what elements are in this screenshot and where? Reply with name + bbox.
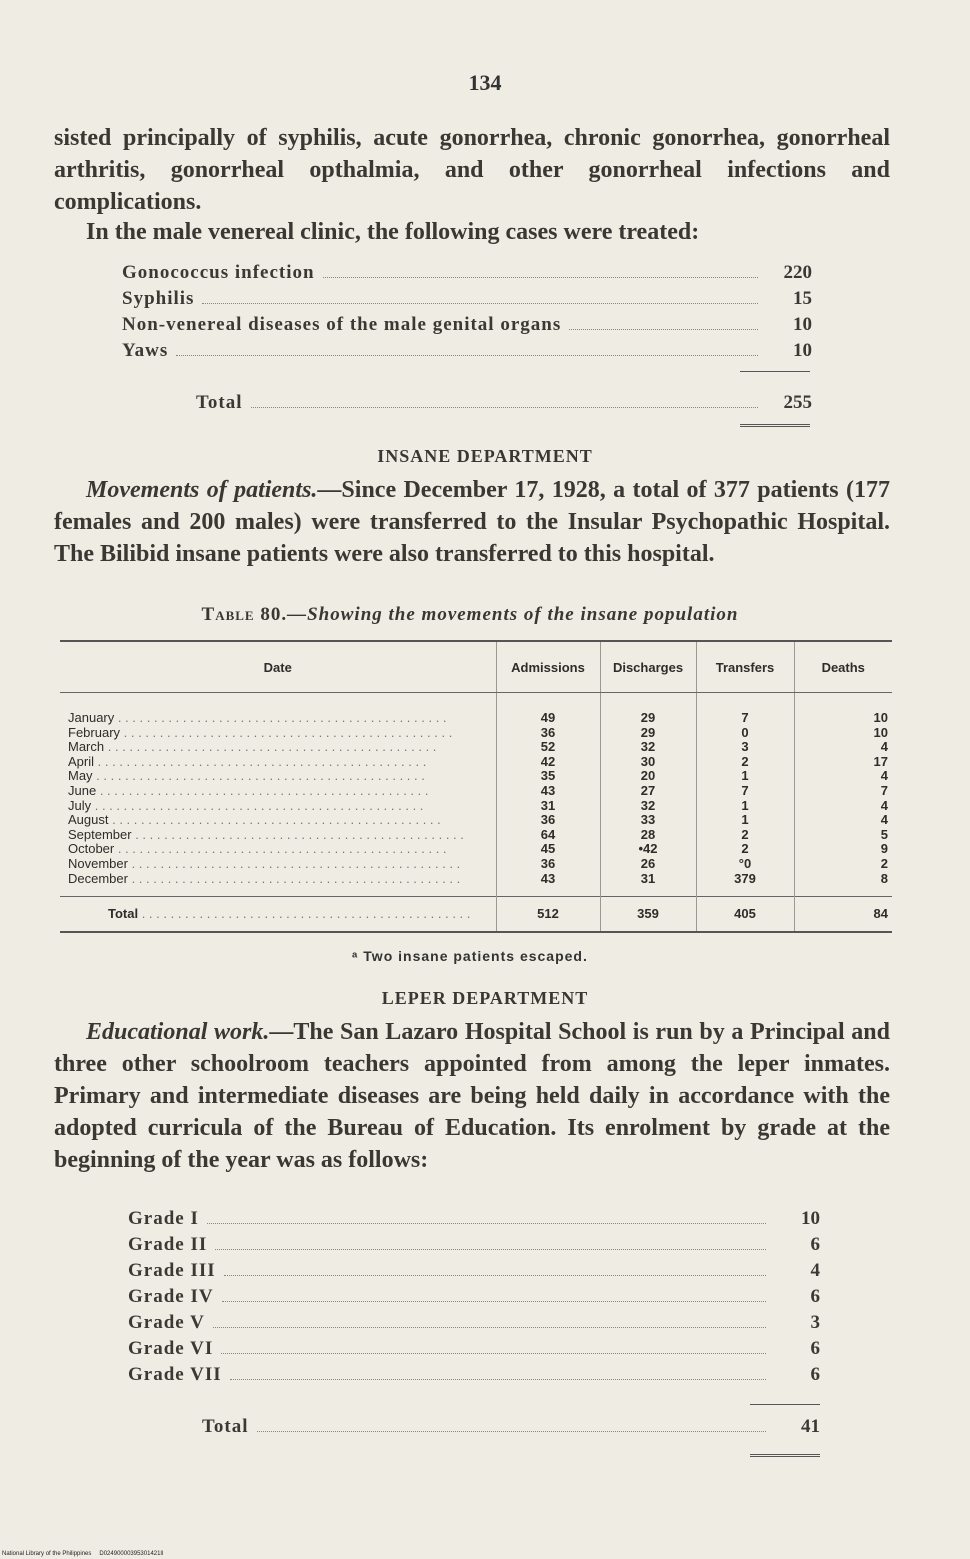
table-cell: 33 (640, 813, 656, 828)
table-cell: 2 (741, 754, 749, 769)
month-label: June . . . (68, 784, 488, 799)
list-item: Grade I 10 (128, 1208, 820, 1229)
table-cell: 31 (640, 871, 656, 886)
table-cell: 0 (741, 725, 749, 740)
table-cell: 20 (640, 769, 656, 784)
table-cell: 4 (880, 813, 888, 828)
intro-lead: In the male venereal clinic, the following cases were treated: (86, 219, 700, 245)
sum-rule (750, 1404, 820, 1405)
month-label: November . . . (68, 857, 488, 872)
month-label: March . . . (68, 740, 488, 755)
table-body-row (60, 693, 892, 897)
month-label: October . . . (68, 842, 488, 857)
table-cell: °0 (738, 856, 752, 871)
col-header-date: Date (60, 641, 496, 693)
col-header-deaths: Deaths (794, 641, 892, 693)
grades-list (128, 1208, 820, 1390)
table-cell: 29 (640, 711, 656, 725)
sum-rule (740, 371, 810, 372)
month-column (60, 693, 496, 897)
table-cell: 4 (880, 769, 888, 784)
month-label: January . . . (68, 711, 488, 726)
list-item: Grade IV 6 (128, 1286, 820, 1307)
table-cell: 36 (540, 813, 556, 828)
month-label: April . . . (68, 755, 488, 770)
month-label: July . . . (68, 799, 488, 814)
table-cell: 7 (880, 783, 888, 798)
table-cell: 26 (640, 856, 656, 871)
list-item: Grade VI 6 (128, 1338, 820, 1359)
table-cell: 43 (540, 871, 556, 886)
table-cell: 29 (640, 725, 656, 740)
table-cell: 8 (880, 871, 888, 886)
table-cell: 7 (741, 711, 749, 725)
table-cell: 1 (741, 798, 749, 813)
total-label: Total . . . (60, 897, 496, 933)
table-cell: 2 (880, 856, 888, 871)
table-cell: 36 (540, 725, 556, 740)
insane-text: —Since December 17, 1928, a total of 377 patients (177 females and 200 males) were transferred to the Insular Psychopathic Hospital. The Bilibid insane patients were also transferred to this hospital. (54, 477, 890, 567)
table-cell: 2 (741, 827, 749, 842)
leper-lead: Educational work. (86, 1019, 270, 1045)
col-header-admissions: Admissions (496, 641, 600, 693)
list-item: Grade II 6 (128, 1234, 820, 1255)
table-cell: 49 (540, 711, 556, 725)
transfers-column (696, 693, 794, 897)
table-cell: 35 (540, 769, 556, 784)
month-label: August . . . (68, 813, 488, 828)
table-cell: 7 (741, 783, 749, 798)
month-label: September . . . (68, 828, 488, 843)
insane-lead: Movements of patients. (86, 477, 318, 503)
page-number: 134 (468, 70, 502, 95)
month-label: May . . . (68, 769, 488, 784)
table-cell: •42 (638, 842, 658, 857)
venereal-total (196, 392, 812, 418)
total-admissions: 512 (496, 897, 600, 933)
insane-heading: INSANE DEPARTMENT (377, 446, 593, 466)
table-cell: 45 (540, 842, 556, 857)
month-label: February . . . (68, 726, 488, 741)
scan-footer (2, 1551, 171, 1557)
leper-paragraph (54, 1016, 890, 1176)
insane-paragraph (54, 474, 890, 570)
table-cell: 43 (540, 783, 556, 798)
total-deaths: 84 (794, 897, 892, 933)
venereal-list (122, 262, 812, 366)
library-name: National Library of the Philippines (2, 1551, 92, 1557)
table-cell: 52 (540, 740, 556, 755)
table-cell: 10 (873, 725, 888, 740)
total-row: Total 255 (196, 392, 812, 413)
table-cell: 9 (880, 842, 888, 857)
list-item: Grade VII 6 (128, 1364, 820, 1385)
total-double-rule (740, 424, 810, 427)
list-item: Grade V 3 (128, 1312, 820, 1333)
table-cell: 5 (880, 827, 888, 842)
table-cell: 1 (741, 769, 749, 784)
table-cell: 3 (741, 740, 749, 755)
discharges-column (600, 693, 696, 897)
list-item: Grade III 4 (128, 1260, 820, 1281)
table-cell: 64 (540, 827, 556, 842)
table-cell: 32 (640, 740, 656, 755)
table-cell: 1 (741, 813, 749, 828)
table-cell: 2 (741, 842, 749, 857)
table-cell: 30 (640, 754, 656, 769)
table-cell: 17 (873, 754, 888, 769)
table-total-row (60, 897, 892, 933)
list-item: Non-venereal diseases of the male genital organs 10 (122, 314, 812, 335)
table-cell: 32 (640, 798, 656, 813)
deaths-column (794, 693, 892, 897)
list-item: Gonococcus infection 220 (122, 262, 812, 283)
total-row: Total 41 (202, 1416, 820, 1437)
table-cell: 4 (880, 798, 888, 813)
scan-code: D02490000395301421ll (99, 1551, 164, 1557)
intro-continuation: sisted principally of syphilis, acute gonorrhea, chronic gonorrhea, gonorrheal arthritis, gonorrheal opthalmia, and other gonorrheal infections and complications. (54, 125, 890, 215)
table-cell: 379 (734, 871, 756, 886)
table-cell: 27 (640, 783, 656, 798)
total-discharges: 359 (600, 897, 696, 933)
table-cell: 10 (873, 711, 888, 725)
admissions-column (496, 693, 600, 897)
insane-movements-table (60, 640, 892, 933)
total-transfers: 405 (696, 897, 794, 933)
list-item: Yaws 10 (122, 340, 812, 361)
table-cell: 31 (540, 798, 556, 813)
table-header-row (60, 641, 892, 693)
table-caption: Table 80.—Showing the movements of the insane population (201, 604, 739, 625)
table-cell: 36 (540, 856, 556, 871)
total-double-rule (750, 1454, 820, 1457)
table-cell: 28 (640, 827, 656, 842)
grades-total (202, 1416, 820, 1442)
leper-heading: LEPER DEPARTMENT (381, 988, 589, 1008)
col-header-transfers: Transfers (696, 641, 794, 693)
month-label: December . . . (68, 872, 488, 887)
table-cell: 4 (880, 740, 888, 755)
leper-text: —The San Lazaro Hospital School is run by a Principal and three other schoolroom teachers appointed from among the leper inmates. Primary and intermediate diseases are being held daily in accordance with the adopted curricula of the Bureau of Education. Its enrolment by grade at the beginning of the year was as follows: (54, 1019, 890, 1173)
table-footnote: ᵃ Two insane patients escaped. (352, 948, 588, 964)
col-header-discharges: Discharges (600, 641, 696, 693)
list-item: Syphilis 15 (122, 288, 812, 309)
table-cell: 42 (540, 754, 556, 769)
